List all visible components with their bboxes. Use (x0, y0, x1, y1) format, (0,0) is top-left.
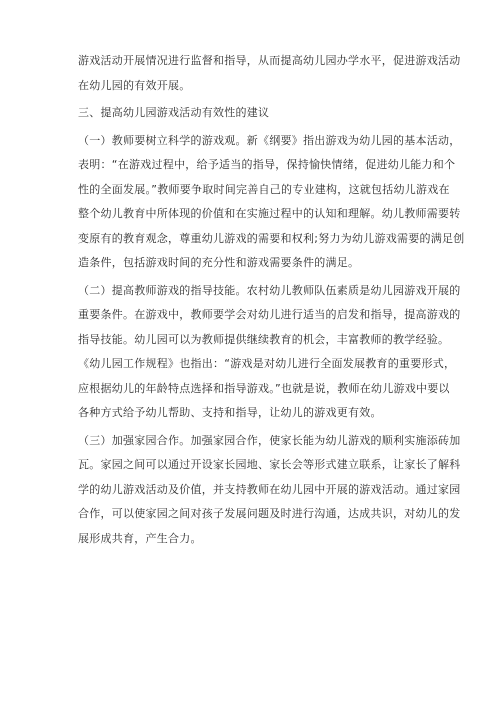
paragraph-3-line-3: 学的幼儿游戏活动及价值，并支持教师在幼儿园中开展的游戏活动。通过家园 (78, 482, 461, 496)
paragraph-2-line-6: 各种方式给予幼儿帮助、支持和指导，让幼儿的游戏更有效。 (78, 406, 382, 419)
section-heading: 三、提高幼儿园游戏活动有效性的建议 (78, 106, 270, 119)
paragraph-1-line-5: 变原有的教育观念，尊重幼儿游戏的需要和权利;努力为幼儿游戏需要的满足创 (78, 231, 465, 245)
paragraph-1-line-6: 造条件，包括游戏时间的充分性和游戏需要条件的满足。 (78, 256, 360, 269)
intro-line-2: 在幼儿园的有效开展。 (78, 78, 191, 92)
paragraph-1-line-2: 表明：“在游戏过程中，给予适当的指导，保持愉快情绪，促进幼儿能力和个 (78, 158, 456, 171)
paragraph-2-line-4: 《幼儿园工作规程》也指出：“游戏是对幼儿进行全面发展教育的重要形式， (78, 357, 456, 370)
paragraph-1-line-3: 性的全面发展。”教师要争取时间完善自己的专业建构，这就包括幼儿游戏在 (78, 182, 450, 196)
paragraph-3-line-2: 瓦。家园之间可以通过开设家长园地、家长会等形式建立联系，让家长了解科 (78, 458, 461, 471)
paragraph-2-line-5: 应根据幼儿的年龄特点选择和指导游戏。”也就是说，教师在幼儿游戏中要以 (78, 381, 450, 395)
paragraph-3-line-4: 合作，可以使家园之间对孩子发展问题及时进行沟通，达成共识，对幼儿的发 (78, 507, 461, 520)
paragraph-1-line-1: （一）教师要树立科学的游戏观。新《纲要》指出游戏为幼儿园的基本活动， (78, 133, 461, 147)
paragraph-2-line-1: （二）提高教师游戏的指导技能。农村幼儿教师队伍素质是幼儿园游戏开展的 (78, 283, 461, 297)
paragraph-2-line-2: 重要条件。在游戏中，教师要学会对幼儿进行适当的启发和指导，提高游戏的 (78, 308, 461, 321)
paragraph-2-line-3: 指导技能。幼儿园可以为教师提供继续教育的机会，丰富教师的教学经验。 (78, 332, 450, 346)
paragraph-3-line-1: （三）加强家园合作。加强家园合作，使家长能为幼儿游戏的顺利实施添砖加 (78, 433, 461, 447)
intro-line-1: 游戏活动开展情况进行监督和指导，从而提高幼儿园办学水平，促进游戏活动 (78, 54, 461, 67)
paragraph-3-line-5: 展形成共育，产生合力。 (78, 531, 202, 545)
paragraph-1-line-4: 整个幼儿教育中所体现的价值和在实施过程中的认知和理解。幼儿教师需要转 (78, 207, 461, 220)
